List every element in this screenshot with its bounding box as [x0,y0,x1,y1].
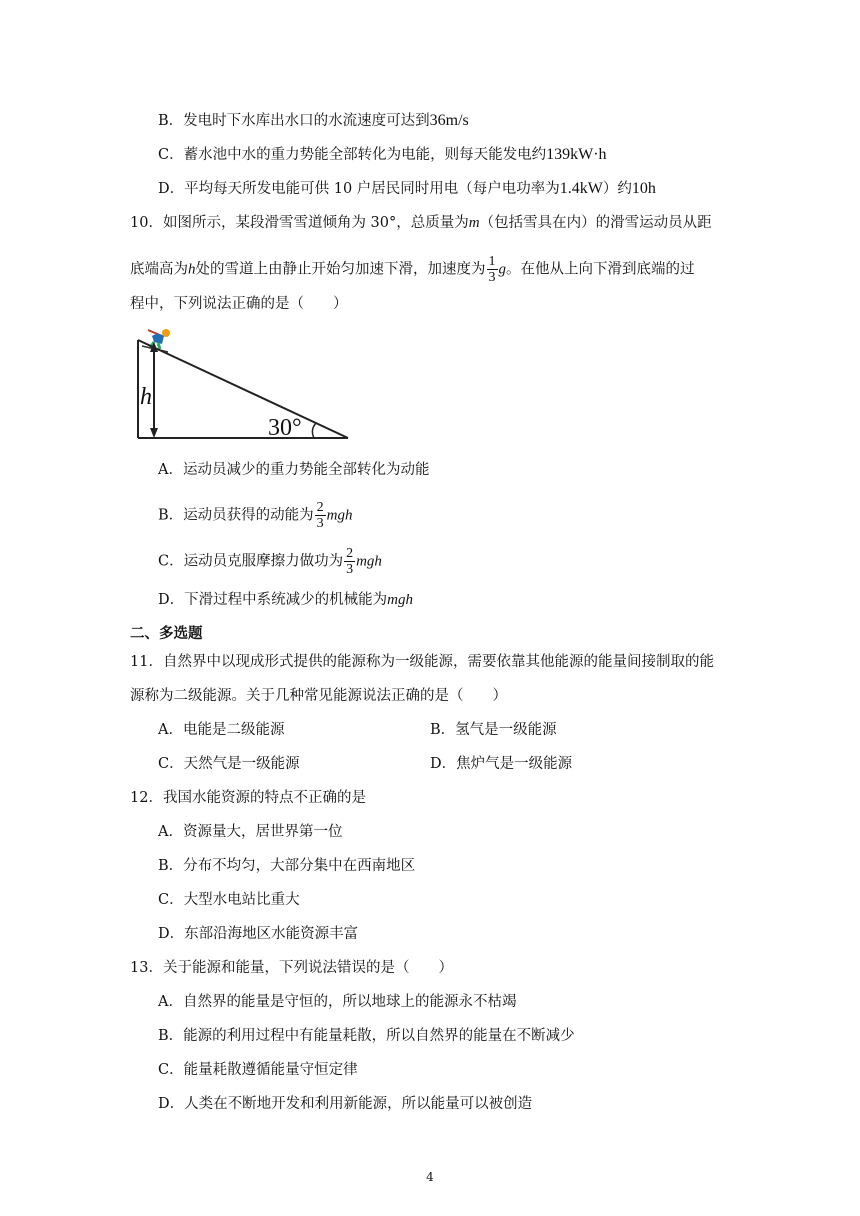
q11-stem-line-2: 源称为二级能源。关于几种常见能源说法正确的是（ ） [130,688,507,704]
fraction-numerator: 1 [488,254,496,269]
q10-stem-text-5: 。在他从上向下滑到底端的过 [506,261,695,278]
angle-label: 30° [268,415,302,441]
q10-option-d-expression: mgh [387,592,413,608]
q10-option-b [158,500,353,531]
q13-option-b: B．能源的利用过程中有能量耗散，所以自然界的能量在不断减少 [158,1028,575,1044]
section-heading-multiple-choice: 二、多选题 [130,626,203,642]
q9-option-d [158,179,656,199]
q9-option-c [158,145,607,165]
q10-option-c-expression: mgh [356,553,382,570]
q10-stem-text: 10．如图所示，某段滑雪雪道倾角为 30°，总质量为 [130,215,469,231]
height-label: h [140,384,152,410]
q9-option-d-value: 1.4kW [559,180,603,197]
q10-stem-text-3: 底端高为 [130,261,188,278]
q10-option-b-expression: mgh [326,507,353,524]
q10-stem-text-2: （包括雪具在内）的滑雪运动员从距 [479,215,712,231]
q10-option-d [158,590,413,610]
q10-option-c-text: C．运动员克服摩擦力做功为 [158,553,344,570]
fraction-numerator: 2 [316,500,324,515]
fraction-numerator: 2 [346,546,354,561]
q11-option-d: D．焦炉气是一级能源 [430,756,573,772]
q11-option-a: A．电能是二级能源 [158,722,285,738]
q13-option-d: D．人类在不断地开发和利用新能源，所以能量可以被创造 [158,1096,533,1112]
q11-option-b: B．氢气是一级能源 [430,722,557,738]
slope-triangle [138,340,348,438]
q12-option-b: B．分布不均匀，大部分集中在西南地区 [158,858,416,874]
q12-option-a: A．资源量大，居世界第一位 [158,824,343,840]
q13-option-a: A．自然界的能量是守恒的，所以地球上的能源永不枯竭 [158,994,517,1010]
q12-stem: 12．我国水能资源的特点不正确的是 [130,790,366,806]
q10-height-symbol: h [188,261,196,278]
q10-stem-line-1 [130,213,712,233]
q9-option-d-value-2: 10h [631,180,656,197]
page-number: 4 [426,1170,434,1184]
q11-stem-line-1: 11．自然界中以现成形式提供的能源称为一级能源，需要依靠其他能源的能量间接制取的能 [130,654,714,670]
q10-option-a [158,460,429,480]
q13-stem: 13．关于能源和能量，下列说法错误的是（ ） [130,960,453,976]
fraction-denominator: 3 [346,562,354,577]
q10-gravity-symbol: g [498,261,506,278]
q10-option-a-text: A．运动员减少的重力势能全部转化为动能 [158,462,430,478]
q9-option-b [158,111,469,131]
fraction-denominator: 3 [316,516,324,531]
q13-option-c: C．能量耗散遵循能量守恒定律 [158,1062,358,1078]
q10-stem-text-4: 处的雪道上由静止开始匀加速下滑，加速度为 [195,261,486,278]
angle-arc [312,423,316,438]
q10-option-b-text: B．运动员获得的动能为 [158,507,314,524]
q9-option-d-text-2: ）约 [602,181,632,197]
q10-option-b-fraction [315,500,326,531]
q9-option-d-text: D．平均每天所发电能可供 10 户居民同时用电（每户电功率为 [158,181,560,197]
q9-option-c-text: C．蓄水池中水的重力势能全部转化为电能，则每天能发电约 [158,147,547,163]
q10-stem-line-2 [130,254,695,285]
q10-option-c [158,546,382,577]
q10-option-c-fraction [344,546,355,577]
q10-mass-symbol: m [468,215,480,231]
q11-option-c: C．天然气是一级能源 [158,756,300,772]
q9-option-c-value: 139kW·h [546,146,607,163]
fraction-denominator: 3 [488,270,496,285]
q10-option-d-text: D．下滑过程中系统减少的机械能为 [158,592,388,608]
q10-acceleration-fraction [487,254,498,285]
q10-stem-line-3 [130,294,348,314]
q9-option-b-value: 36m/s [429,112,469,129]
q12-option-c: C．大型水电站比重大 [158,892,300,908]
q10-stem-text-6: 程中，下列说法正确的是（ ） [130,296,348,312]
q9-option-b-text: B．发电时下水库出水口的水流速度可达到 [158,113,430,129]
q10-slope-figure [128,322,358,446]
q12-option-d: D．东部沿海地区水能资源丰富 [158,926,359,942]
